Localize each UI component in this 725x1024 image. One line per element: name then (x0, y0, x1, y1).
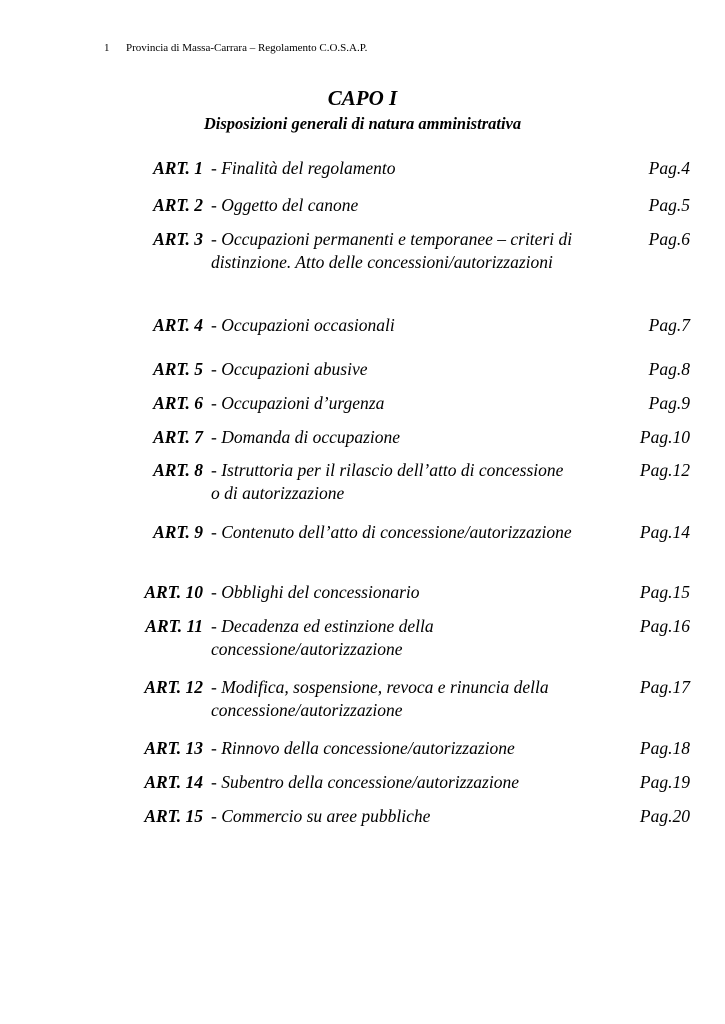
article-title: - Commercio su aree pubbliche (211, 806, 431, 826)
article-number: ART. 14 (144, 772, 203, 792)
article-number: ART. 1 (153, 158, 203, 178)
article-number: ART. 9 (153, 522, 203, 542)
article-number: ART. 7 (153, 427, 203, 447)
article-number: ART. 5 (153, 359, 203, 379)
article-title: - Oggetto del canone (211, 195, 359, 215)
article-number: ART. 10 (144, 582, 203, 602)
page-reference: Pag.17 (639, 677, 690, 697)
article-title: - Occupazioni abusive (211, 359, 368, 379)
page-reference: Pag.9 (648, 393, 690, 413)
page-number: 1 (104, 42, 110, 54)
article-title: - Modifica, sospensione, revoca e rinuncia della concessione/autorizzazione (211, 677, 549, 720)
page-reference: Pag.16 (639, 616, 690, 636)
page-reference: Pag.6 (648, 229, 690, 249)
article-number: ART. 4 (153, 315, 203, 335)
header-text: Provincia di Massa-Carrara – Regolamento C.O.S.A.P. (126, 42, 368, 54)
article-title: - Obblighi del concessionario (211, 582, 420, 602)
page-reference: Pag.7 (648, 315, 690, 335)
page-reference: Pag.4 (648, 158, 690, 178)
page-reference: Pag.15 (639, 582, 690, 602)
article-number: ART. 11 (145, 616, 203, 636)
article-title: - Istruttoria per il rilascio dell’atto di concessione o di autorizzazione (211, 460, 564, 503)
article-number: ART. 6 (153, 393, 203, 413)
article-title: - Domanda di occupazione (211, 427, 401, 447)
page-reference: Pag.14 (639, 522, 690, 542)
article-number: ART. 3 (153, 229, 203, 249)
article-title: - Rinnovo della concessione/autorizzazione (211, 738, 515, 758)
article-title: - Subentro della concessione/autorizzazione (211, 772, 519, 792)
article-number: ART. 12 (144, 677, 203, 697)
article-title: - Occupazioni permanenti e temporanee – criteri di distinzione. Atto delle concessioni/autorizzazioni (211, 229, 573, 272)
page-header (104, 42, 367, 54)
page-reference: Pag.5 (648, 195, 690, 215)
article-title: - Decadenza ed estinzione della concessione/autorizzazione (211, 616, 434, 659)
article-title: - Occupazioni occasionali (211, 315, 395, 335)
page-reference: Pag.20 (639, 806, 690, 826)
article-title: - Contenuto dell’atto di concessione/autorizzazione (211, 522, 572, 542)
page-reference: Pag.12 (639, 460, 690, 480)
article-number: ART. 15 (144, 806, 203, 826)
page-reference: Pag.18 (639, 738, 690, 758)
article-number: ART. 2 (153, 195, 203, 215)
article-title: - Finalità del regolamento (211, 158, 396, 178)
article-title: - Occupazioni d’urgenza (211, 393, 385, 413)
page-reference: Pag.8 (648, 359, 690, 379)
article-number: ART. 8 (153, 460, 203, 480)
page-reference: Pag.10 (639, 427, 690, 447)
chapter-subtitle: Disposizioni generali di natura amministrativa (203, 114, 522, 133)
chapter-title: CAPO I (327, 86, 398, 110)
article-number: ART. 13 (144, 738, 203, 758)
page-reference: Pag.19 (639, 772, 690, 792)
